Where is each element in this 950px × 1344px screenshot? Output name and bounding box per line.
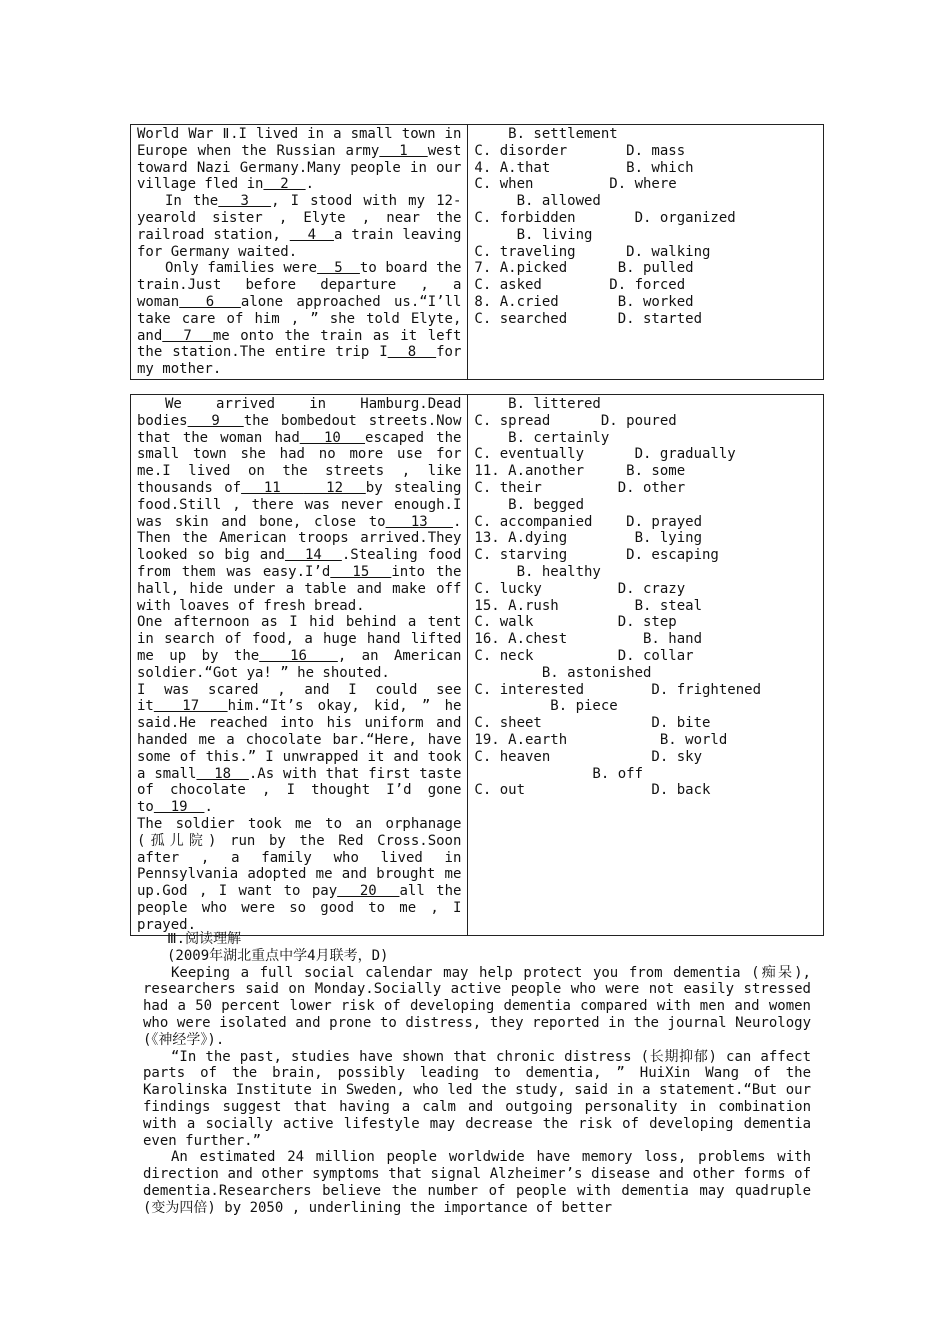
passage-paragraph: In the 3 , I stood with my 12-yearold sister , Elyte , near the railroad station, 4 a train leaving for Germany waited.: [137, 193, 462, 260]
blank-1: 1: [379, 142, 428, 159]
cloze-options-part1: [468, 125, 824, 380]
blank-18: 18: [196, 765, 249, 782]
cloze-table-part2: [130, 394, 824, 936]
blank-9: 9: [187, 412, 244, 429]
option-line: C. disorder D. mass: [474, 142, 686, 159]
option-line: 7. A.picked B. pulled: [474, 260, 694, 277]
option-line: C. neck D. collar: [474, 647, 694, 664]
option-line: 8. A.cried B. worked: [474, 293, 694, 310]
option-line: 19. A.earth B. world: [474, 731, 728, 748]
section-title: Ⅲ.阅读理解: [167, 931, 242, 947]
reading-paragraph: An estimated 24 million people worldwide have memory loss, problems with direction and other symptoms that signal Alzheimer’s disease and other forms of dementia.Researchers believe the number of people with dementia may quadruple (变为四倍) by 2050 , underlining the importance of better: [143, 1149, 811, 1216]
reading-paragraph: “In the past, studies have shown that chronic distress (长期抑郁) can affect parts of the brain, possibly leading to dementia, ” HuiXin Wang of the Karolinska Institute in Sweden, who led the study, said in a statement.“But our findings suggest that having a calm and outgoing personality in combination with a socially active lifestyle may decrease the risk of developing dementia even further.”: [143, 1048, 811, 1149]
option-line: C. starving D. escaping: [474, 547, 719, 564]
reading-paragraph: Keeping a full social calendar may help protect you from dementia (痴呆), researchers said on Monday.Socially active people who were not easily stressed had a 50 percent lower risk of developing dementia compared with men and women who were isolated and prone to distress, they reported in the journal Neurology (《神经学》).: [143, 964, 811, 1048]
blank-11: 11: [241, 479, 304, 496]
option-line: C. spread D. poured: [474, 412, 677, 429]
question-source: (2009年湖北重点中学4月联考，D): [167, 947, 389, 964]
blank-14: 14: [285, 547, 342, 564]
option-line: 15. A.rush B. steal: [474, 597, 702, 614]
cloze-passage-part1: [131, 125, 468, 380]
option-line: B. living: [474, 226, 593, 243]
passage-paragraph: The soldier took me to an orphanage (孤儿院) run by the Red Cross.Soon after , a family who lived in Pennsylvania adopted me and brought me up.God , I want to pay 20 all the people who were so good to me , I prayed.: [137, 815, 462, 933]
passage-paragraph: Only families were 5 to board the train.Just before departure , a woman 6 alone approached us.“I’ll take care of him , ” she told Elyte, and 7 me onto the train as it left the station.The entire trip I 8 for my mother.: [137, 260, 462, 378]
option-line: C. sheet D. bite: [474, 715, 711, 732]
option-line: B. piece: [474, 698, 618, 715]
option-line: B. begged: [474, 496, 584, 513]
cloze-table-part1: [130, 124, 824, 380]
option-line: B. settlement: [474, 126, 618, 142]
option-line: C. asked D. forced: [474, 277, 686, 294]
blank-2: 2: [263, 176, 306, 193]
blank-6: 6: [179, 293, 241, 310]
option-line: C. lucky D. crazy: [474, 580, 686, 597]
option-line: C. walk D. step: [474, 614, 677, 631]
blank-7: 7: [162, 327, 213, 344]
option-line: B. allowed: [474, 193, 601, 210]
passage-paragraph: We arrived in Hamburg.Dead bodies 9 the bombedout streets.Now that the woman had 10 escaped the small town she had no more use for me.I lived on the streets , like thousands of 11 12 by stealing food.Still , there was never enough.I was skin and bone, close to 13 . Then the American troops arrived.They looked so big and 14 .Stealing food from them was easy.I’d 15 into the hall, hide under a table and make off with loaves of fresh bread.: [137, 396, 462, 614]
blank-16: 16: [259, 647, 338, 664]
blank-10: 10: [299, 429, 366, 446]
passage-paragraph: I was scared , and I could see it 17 him.“It’s okay, kid, ” he said.He reached into his uniform and handed me a chocolate bar.“Here, have some of this.” I unwrapped it and took a small 18 .As with that first taste of chocolate , I thought I’d gone to 19 .: [137, 681, 462, 816]
blank-19: 19: [153, 799, 205, 816]
option-line: C. when D. where: [474, 176, 677, 193]
option-line: C. accompanied D. prayed: [474, 513, 702, 530]
blank-5: 5: [317, 260, 360, 277]
option-line: B. littered: [474, 396, 601, 412]
passage-paragraph: One afternoon as I hid behind a tent in search of food, a huge hand lifted me up by the 16 , an American soldier.“Got ya! ” he shouted.: [137, 614, 462, 681]
blank-17: 17: [153, 698, 228, 715]
option-line: B. astonished: [474, 664, 652, 681]
blank-15: 15: [330, 563, 392, 580]
option-line: 4. A.that B. which: [474, 159, 694, 176]
option-line: 13. A.dying B. lying: [474, 530, 702, 547]
reading-section: [143, 931, 811, 1217]
option-line: C. eventually D. gradually: [474, 446, 736, 463]
cloze-options-part2: [468, 395, 824, 936]
option-line: C. forbidden D. organized: [474, 209, 736, 226]
blank-8: 8: [387, 344, 437, 361]
option-line: C. their D. other: [474, 479, 686, 496]
option-line: C. searched D. started: [474, 310, 702, 327]
option-line: 11. A.another B. some: [474, 463, 686, 480]
option-line: B. off: [474, 765, 643, 782]
option-line: C. out D. back: [474, 782, 711, 799]
blank-12: 12: [303, 479, 366, 496]
option-line: 16. A.chest B. hand: [474, 631, 702, 648]
blank-13: 13: [385, 513, 453, 530]
option-line: C. traveling D. walking: [474, 243, 711, 260]
option-line: B. certainly: [474, 429, 610, 446]
blank-4: 4: [289, 226, 334, 243]
blank-20: 20: [337, 883, 400, 900]
option-line: B. healthy: [474, 563, 601, 580]
option-line: C. interested D. frightened: [474, 681, 761, 698]
passage-paragraph: World War Ⅱ.I lived in a small town in Europe when the Russian army 1 west toward Nazi Germany.Many people in our village fled in 2 .: [137, 126, 462, 193]
cloze-passage-part2: [131, 395, 468, 936]
blank-3: 3: [218, 193, 272, 210]
option-line: C. heaven D. sky: [474, 748, 702, 765]
